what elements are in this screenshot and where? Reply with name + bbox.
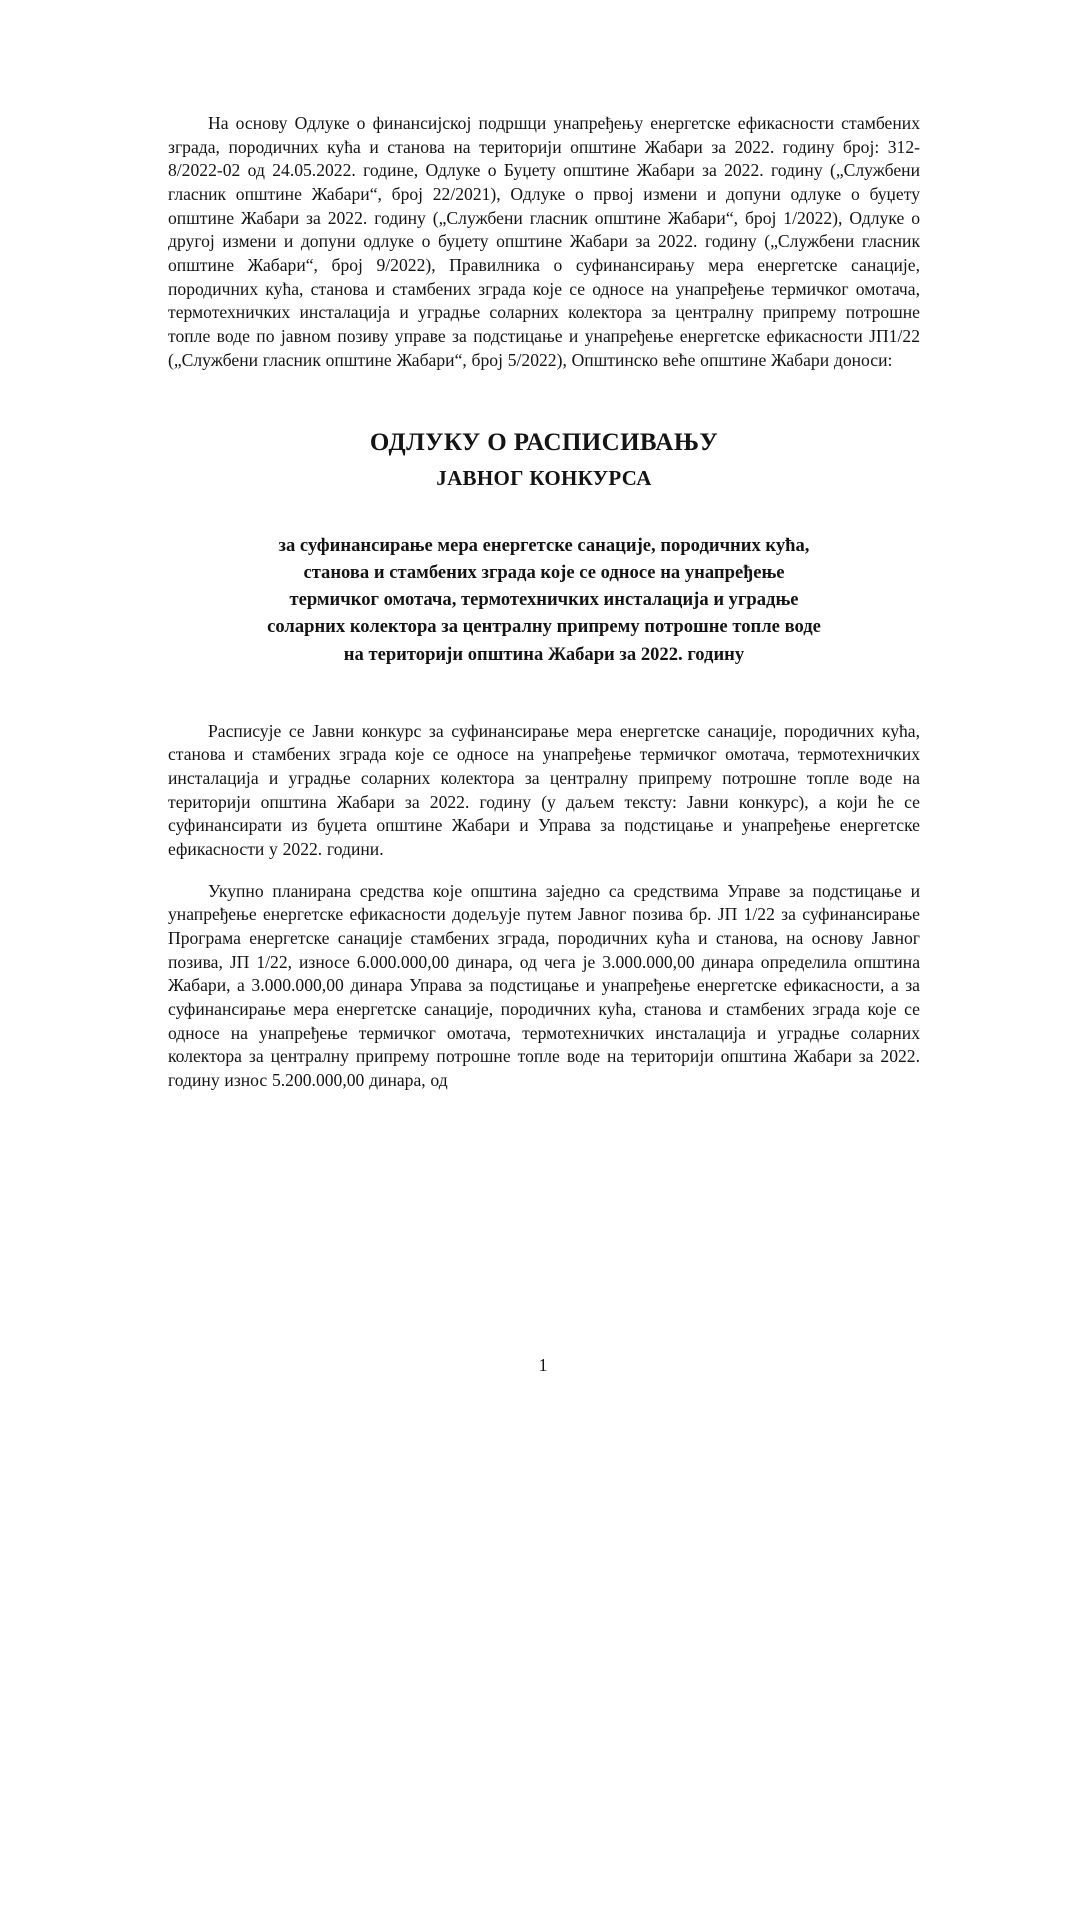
body-paragraph-1: Расписује се Јавни конкурс за суфинансирање мера енергетске санације, породичних кућа, станова и стамбених зграда које се односе на унапређење термичког омотача, термотехничких инсталација и уградње соларних колектора за централну припрему потрошне топле воде на територији општина Жабари за 2022. годину (у даљем тексту: Јавни конкурс), а који ће се суфинансирати из буџета општине Жабари и Управа за подстицање и унапређење енергетске ефикасности у 2022. години. [168, 720, 920, 859]
body-paragraph-2: Укупно планирана средства које општина заједно са средствима Управе за подстицање и унапређење енергетске ефикасности додељује путем Јавног позива бр. ЈП 1/22 за суфинансирање Програма енергетске санације стамбених зграда, породичних кућа и станова, на основу Јавног позива, ЈП 1/22, износе 6.000.000,00 динара, од чега је 3.000.000,00 динара определила општина Жабари, а 3.000.000,00 динара Управа за подстицање и унапређење енергетске ефикасности, а за суфинансирање мера енергетске санације, породичних кућа, станова и стамбених зграда које се односе на унапређење термичког омотача, термотехничких инсталација и уградње соларних колектора за централну припрему потрошне топле воде на територији општина Жабари за 2022. годину износ 5.200.000,00 динара, од [168, 880, 920, 1090]
subtitle-line-5: на територији општина Жабари за 2022. годину [343, 643, 745, 665]
page-number: 1 [538, 1355, 548, 1375]
subtitle-line-2: станова и стамбених зграда које се односе на унапређење [303, 562, 785, 584]
preamble-paragraph: На основу Одлуке о финансијској подршци унапређењу енергетске ефикасности стамбених зграда, породичних кућа и станова на територији општине Жабари за 2022. годину број: 312-8/2022-02 од 24.05.2022. године, Одлуке о Буџету општине Жабари за 2022. годину („Службени гласник општине Жабари“, број 22/2021), Одлуке о првој измени и допуни одлуке о буџету општине Жабари за 2022. годину („Службени гласник општине Жабари“, број 1/2022), Одлуке о другој измени и допуни одлуке о буџету општине Жабари за 2022. годину („Службени гласник општине Жабари“, број 9/2022), Правилника о суфинансирању мера енергетске санације, породичних кућа, станова и стамбених зграда које се односе на унапређење термичког омотача, термотехничких инсталација и уградње соларних колектора за централну припрему потрошне топле воде по јавном позиву управе за подстицање и унапређење енергетске ефикасности ЈП1/22 („Службени гласник општине Жабари“, број 5/2022), Општинско веће општине Жабари доноси: [168, 113, 920, 370]
document-body [168, 720, 920, 1093]
document-subtitle-block [168, 532, 920, 668]
page-subtitle: ЈАВНОГ КОНКУРСА [436, 465, 652, 490]
subtitle-line-3: термичког омотача, термотехничких инсталација и уградње [289, 589, 799, 611]
subtitle-line-1: за суфинансирање мера енергетске санације, породичних кућа, [278, 535, 810, 557]
page-title: ОДЛУКУ О РАСПИСИВАЊУ [369, 429, 719, 457]
subtitle-line-4: соларних колектора за централну припрему потрошне топле воде [267, 616, 821, 638]
document-content [168, 112, 920, 1093]
document-title-block [168, 428, 920, 492]
